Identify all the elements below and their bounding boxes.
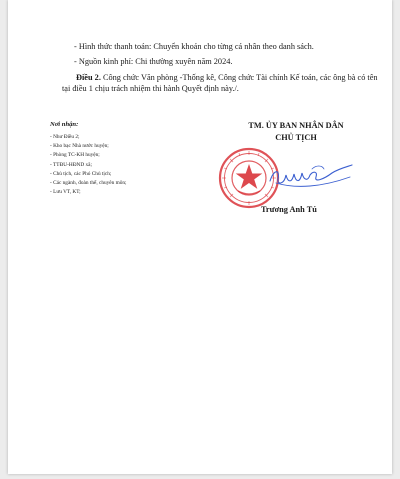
recipient-item: - Chủ tịch, các Phó Chủ tịch; (50, 170, 112, 177)
recipient-item: - Các ngành, đoàn thể, chuyên môn; (50, 180, 127, 187)
recipient-item: - Phòng TC-KH huyện; (50, 152, 100, 159)
signature-block (208, 120, 384, 144)
recipients-title: Nơi nhận: (50, 121, 79, 128)
signer-organization: TM. ỦY BAN NHÂN DÂN (248, 121, 344, 130)
recipient-item: - TTĐU-HĐND xã; (50, 161, 92, 168)
funding-source-line: - Nguồn kinh phí: Chi thường xuyên năm 2024. (74, 57, 233, 66)
article-label: Điều 2. (76, 73, 101, 82)
document-page (8, 0, 392, 474)
article-2 (62, 72, 380, 94)
signature-icon (266, 159, 354, 195)
article-text: Công chức Văn phòng -Thống kê, Công chức Tài chính Kế toán, các ông bà có tên tại điều 1 chịu trách nhiệm thi hành Quyết định này./. (62, 73, 378, 93)
signer-position: CHỦ TỊCH (275, 133, 317, 142)
payment-method-line: - Hình thức thanh toán: Chuyển khoản cho từng cá nhân theo danh sách. (74, 42, 314, 51)
recipient-item: - Lưu VT, KT; (50, 189, 81, 196)
recipients-list (50, 133, 127, 197)
recipient-item: - Như Điều 2; (50, 134, 80, 140)
recipient-item: - Kho bạc Nhà nước huyện; (50, 143, 109, 150)
signer-name: Trương Anh Tú (261, 205, 317, 214)
